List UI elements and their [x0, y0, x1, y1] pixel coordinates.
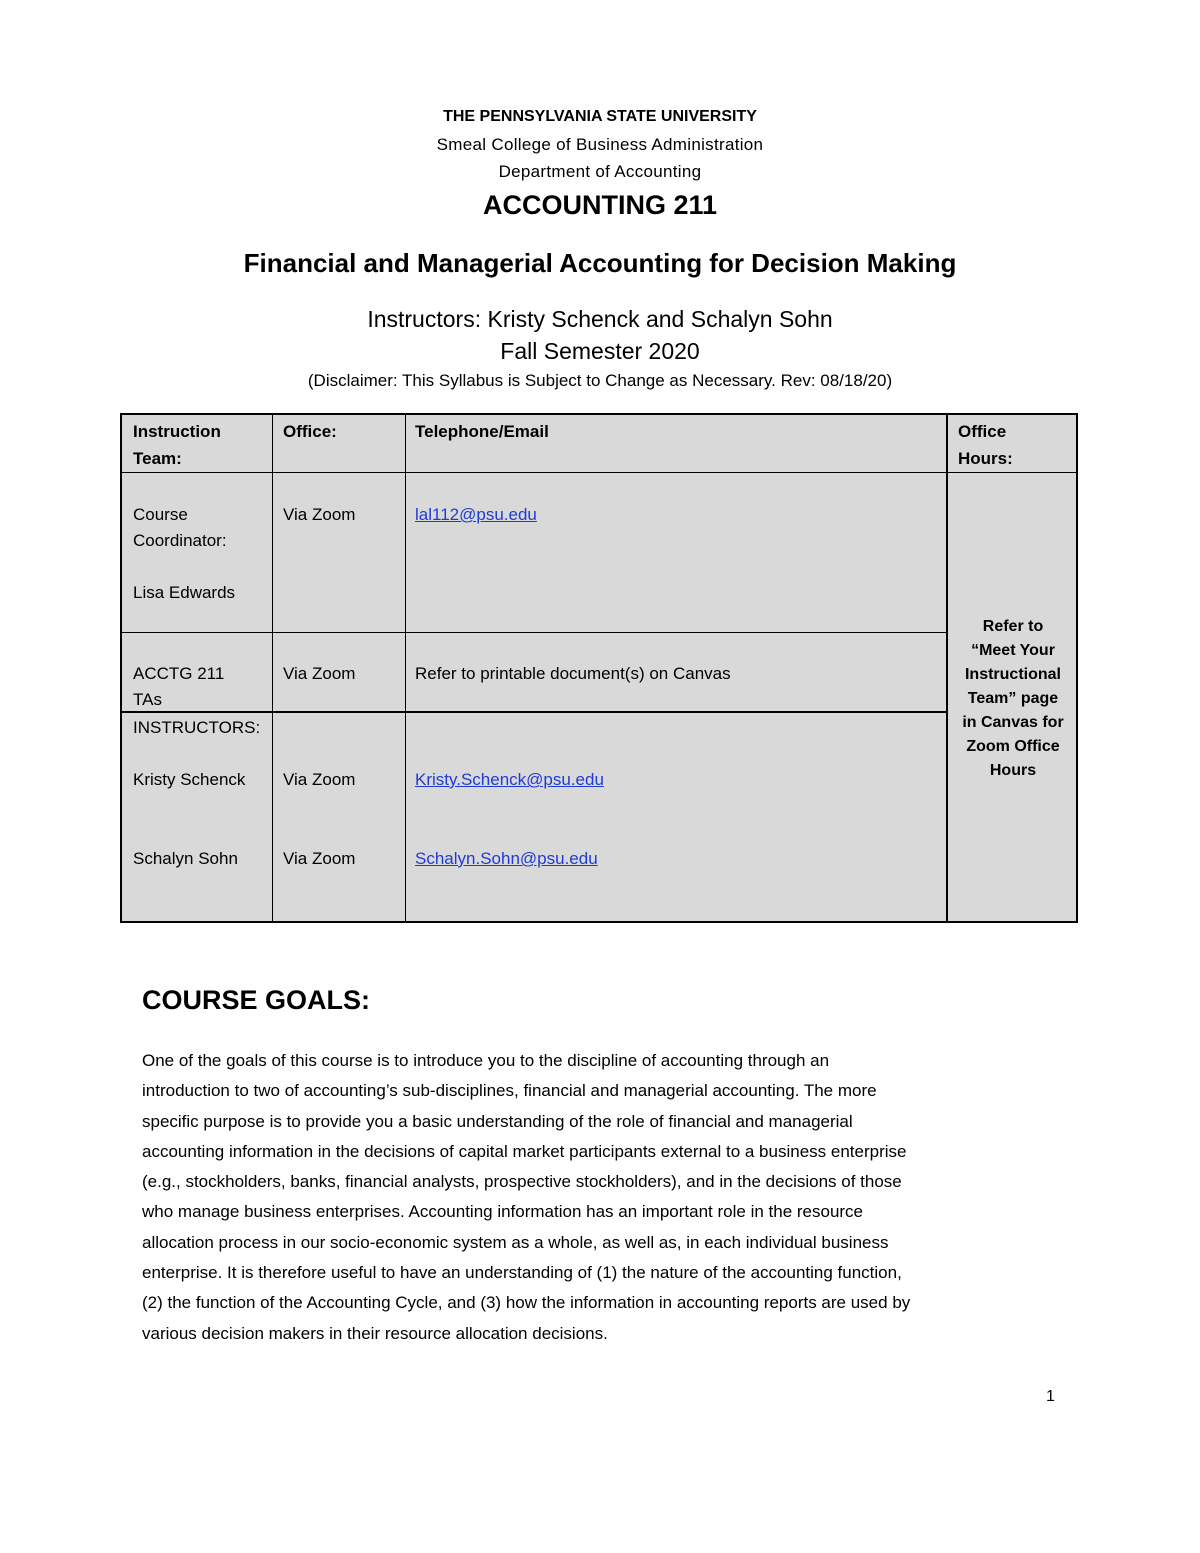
- office-hours-note-line: in Canvas for: [962, 714, 1064, 731]
- header-hours-line2: Hours:: [958, 449, 1013, 468]
- page-number: 1: [1046, 1388, 1055, 1405]
- office-hours-note-line: Team” page: [967, 690, 1059, 707]
- paragraph-line: various decision makers in their resource allocation decisions.: [142, 1323, 608, 1343]
- instructors-line: Instructors: Kristy Schenck and Schalyn Sohn: [367, 306, 833, 332]
- column-divider: [946, 415, 948, 921]
- course-goals-heading: COURSE GOALS:: [142, 985, 371, 1015]
- instructors-label: INSTRUCTORS:: [133, 718, 261, 737]
- office-hours-note-line: Hours: [989, 762, 1037, 779]
- instruction-team-table: [120, 413, 1078, 923]
- paragraph-line: specific purpose is to provide you a basic understanding of the role of financial and managerial: [142, 1111, 853, 1131]
- disclaimer-line: (Disclaimer: This Syllabus is Subject to Change as Necessary. Rev: 08/18/20): [307, 371, 893, 390]
- department-name: Department of Accounting: [498, 162, 702, 181]
- ta-role-line2: TAs: [133, 690, 162, 709]
- instructor-name: Kristy Schenck: [133, 770, 246, 789]
- column-divider: [272, 415, 273, 921]
- paragraph-line: (2) the function of the Accounting Cycle, and (3) how the information in accounting reports are used by: [142, 1293, 911, 1313]
- row-divider: [122, 711, 946, 713]
- header-team-line1: Instruction: [133, 422, 221, 441]
- paragraph-line: One of the goals of this course is to introduce you to the discipline of accounting through an: [142, 1051, 830, 1070]
- ta-role-line1: ACCTG 211: [133, 664, 225, 683]
- coordinator-role-line2: Coordinator:: [133, 531, 227, 550]
- office-hours-note-line: Instructional: [964, 666, 1061, 683]
- paragraph-line: accounting information in the decisions of capital market participants external to a business enterprise: [142, 1141, 907, 1161]
- office-hours-note-line: Zoom Office: [966, 738, 1060, 755]
- ta-office: Via Zoom: [283, 664, 356, 683]
- row-divider: [122, 632, 946, 633]
- paragraph-line: enterprise. It is therefore useful to have an understanding of (1) the nature of the accounting function,: [142, 1263, 902, 1283]
- office-hours-note-line: Refer to: [982, 618, 1044, 635]
- college-name: Smeal College of Business Administration: [436, 135, 764, 154]
- instructor-email-link[interactable]: Kristy.Schenck@psu.edu: [415, 770, 604, 789]
- paragraph-line: who manage business enterprises. Accounting information has an important role in the resource: [142, 1202, 864, 1222]
- office-hours-note-line: “Meet Your: [971, 642, 1055, 659]
- instructor-office: Via Zoom: [283, 849, 356, 868]
- column-divider: [405, 415, 406, 921]
- header-contact: Telephone/Email: [415, 422, 549, 441]
- coordinator-office: Via Zoom: [283, 505, 356, 524]
- coordinator-role-line1: Course: [133, 505, 188, 524]
- paragraph-line: introduction to two of accounting’s sub-disciplines, financial and managerial accounting. The more: [142, 1081, 877, 1101]
- row-divider: [122, 472, 1076, 473]
- semester-line: Fall Semester 2020: [500, 338, 700, 364]
- paragraph-line: (e.g., stockholders, banks, financial analysts, prospective stockholders), and in the decisions of those: [142, 1172, 902, 1192]
- university-name: THE PENNSYLVANIA STATE UNIVERSITY: [443, 108, 757, 125]
- ta-contact: Refer to printable document(s) on Canvas: [415, 664, 731, 683]
- instructor-email-link[interactable]: Schalyn.Sohn@psu.edu: [415, 849, 598, 868]
- coordinator-email-link[interactable]: lal112@psu.edu: [415, 505, 537, 524]
- header-hours-line1: Office: [958, 422, 1007, 441]
- course-goals-paragraph: [142, 1046, 1062, 1349]
- course-title: Financial and Managerial Accounting for Decision Making: [243, 248, 957, 278]
- coordinator-name: Lisa Edwards: [133, 583, 236, 602]
- header-office: Office:: [283, 422, 337, 441]
- paragraph-line: allocation process in our socio-economic system as a whole, as well as, in each individual business: [142, 1232, 889, 1252]
- header-team-line2: Team:: [133, 449, 182, 468]
- office-hours-note: [950, 615, 1076, 783]
- instructor-office: Via Zoom: [283, 770, 356, 789]
- instructor-name: Schalyn Sohn: [133, 849, 238, 868]
- course-number: ACCOUNTING 211: [482, 190, 718, 220]
